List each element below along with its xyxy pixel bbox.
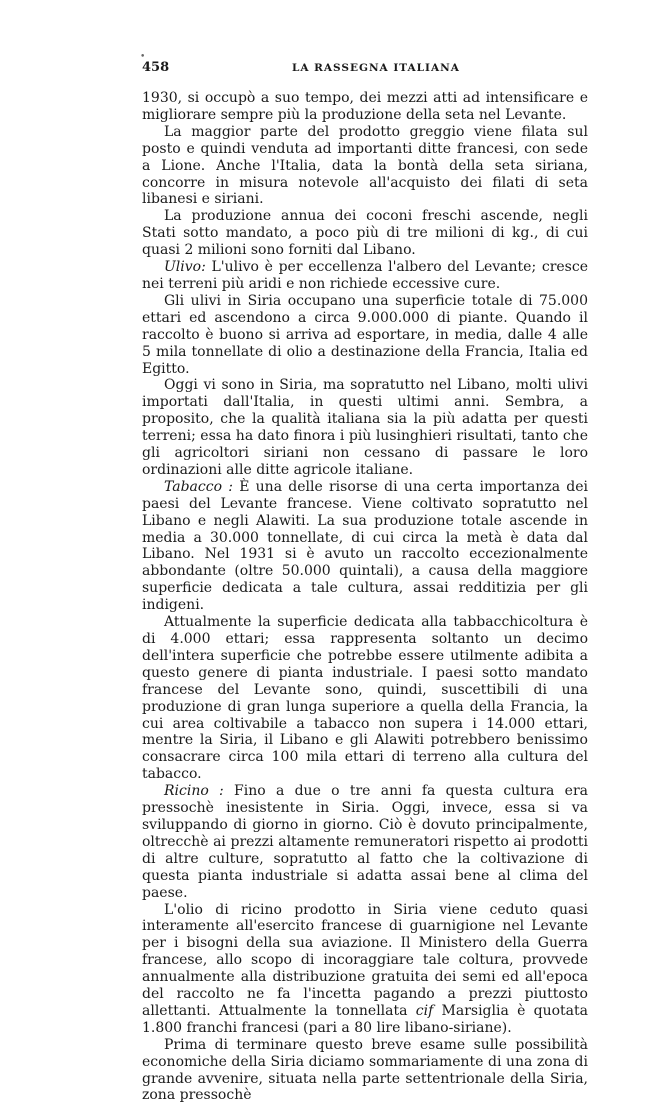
body-text — [142, 90, 588, 1104]
italic-term: cif — [415, 1002, 434, 1019]
paragraph: Ricino : Fino a due o tre anni fa questa cultura era pressochè inesistente in Siria. Oggi, invece, essa si va sviluppando di giorno in giorno. Ciò è dovuto principalmente, oltrecchè ai prezzi altamente remuneratori rispetto ai prodotti di altre culture, sopratutto al fatto che la coltivazione di questa pianta industriale si adatta assai bene al clima del paese. — [142, 783, 588, 901]
section-lead: Tabacco : — [164, 478, 233, 495]
paragraph: La maggior parte del prodotto greggio viene filata sul posto e quindi venduta ad importanti ditte francesi, con sede a Lione. Anche l'Italia, data la bontà della seta siriana, concorre in misura notevole all'acquisto dei filati di seta libanesi e siriani. — [142, 123, 588, 208]
section-lead: Ulivo: — [164, 259, 206, 276]
paragraph: Tabacco : È una delle risorse di una certa importanza dei paesi del Levante francese. Viene coltivato sopratutto nel Libano e negli Alawiti. La sua produzione totale ascende in media a 30.000 tonnellate, di cui circa la metà è data dal Libano. Nel 1931 si è avuto un raccolto eccezionalmente abbondante (oltre 50.000 quintali), a causa della maggiore superficie dedicata a tale cultura, assai redditizia per gli indigeni. — [142, 478, 588, 614]
page-header — [142, 60, 588, 80]
paragraph: Ulivo: L'ulivo è per eccellenza l'albero del Levante; cresce nei terreni più aridi e non richiede eccessive cure. — [142, 259, 588, 292]
paragraph: La produzione annua dei coconi freschi ascende, negli Stati sotto mandato, a poco più di tre milioni di kg., di cui quasi 2 milioni sono forniti dal Libano. — [142, 208, 588, 259]
paragraph: 1930, si occupò a suo tempo, dei mezzi atti ad intensificare e migliorare sempre più la produzione della seta nel Levante. — [142, 90, 588, 123]
paragraph: Attualmente la superficie dedicata alla tabbacchicoltura è di 4.000 ettari; essa rappresenta soltanto un decimo dell'intera superficie che potrebbe essere utilmente adibita a questo genere di pianta industriale. I paesi sotto mandato francese del Levante sono, quindi, suscettibili di una produzione di gran lunga superiore a quella della Francia, la cui area coltivabile a tabacco non supera i 14.000 ettari, mentre la Siria, il Libano e gli Alawiti potrebbero benissimo consacrare circa 100 mila ettari di terreno alla cultura del tabacco. — [142, 614, 588, 783]
page-number: 458 — [142, 60, 170, 75]
paragraph: Oggi vi sono in Siria, ma sopratutto nel Libano, molti ulivi importati dall'Italia, in questi ultimi anni. Sembra, a proposito, che la qualità italiana sia la più adatta per questi terreni; essa ha dato finora i più lusinghieri risultati, tanto che gli agricoltori siriani non cessano di passare le loro ordinazioni alle ditte agricole italiane. — [142, 377, 588, 478]
paragraph: Gli ulivi in Siria occupano una superficie totale di 75.000 ettari ed ascendono a circa 9.000.000 di piante. Quando il raccolto è buono si arriva ad esportare, in media, dalle 4 alle 5 mila tonnellate di olio a destinazione della Francia, Italia ed Egitto. — [142, 292, 588, 377]
paragraph: Prima di terminare questo breve esame sulle possibilità economiche della Siria diciamo sommariamente di una zona di grande avvenire, situata nella parte settentrionale della Siria, zona pressochè — [142, 1036, 588, 1104]
section-lead: Ricino : — [164, 783, 224, 800]
running-title: LA RASSEGNA ITALIANA — [292, 62, 460, 74]
margin-mark: • — [140, 52, 146, 62]
paragraph: L'olio di ricino prodotto in Siria viene ceduto quasi interamente all'esercito francese di guarnigione nel Levante per i bisogni della sua aviazione. Il Ministero della Guerra francese, allo scopo di incoraggiare tale coltura, provvede annualmente alla distribuzione gratuita dei semi ed all'epoca del raccolto ne fa l'incetta pagando a prezzi piuttosto allettanti. Attualmente la tonnellata cif Marsiglia è quotata 1.800 franchi francesi (pari a 80 lire libano-siriane). — [142, 901, 588, 1036]
